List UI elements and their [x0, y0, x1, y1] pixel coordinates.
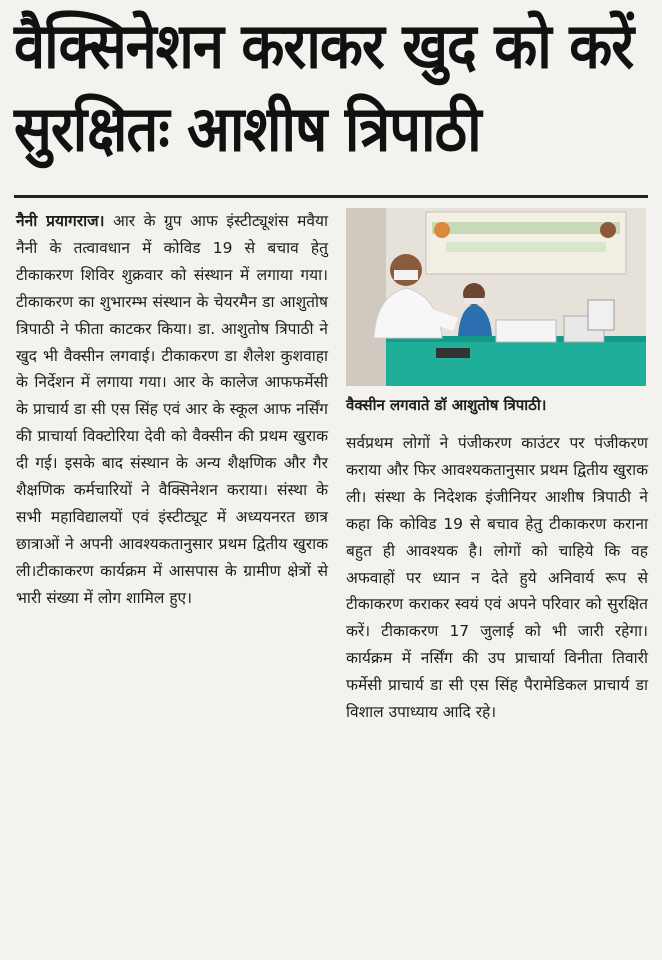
headline-divider	[14, 195, 648, 198]
article-paragraph	[16, 208, 328, 612]
article-column-right	[346, 430, 648, 726]
right-body-text: सर्वप्रथम लोगों ने पंजीकरण काउंटर पर पंजीकरण कराया और फिर आवश्यकतानुसार प्रथम द्वितीय खुराक ली। संस्था के निदेशक इंजीनियर आशीष त्रिपाठी ने कहा कि कोविड 19 से बचाव हेतु टीकाकरण कराना बहुत ही आवश्यक है। लोगों को चाहिये कि वह अफवाहों पर ध्यान न देते हुये अनिवार्य रूप से टीकाकरण कराकर स्वयं एवं अपने परिवार को सुरक्षित करें। टीकाकरण 17 जुलाई को भी जारी रहेगा। कार्यक्रम में नर्सिंग की उप प्राचार्या विनीता तिवारी फर्मेसी प्राचार्य डा सी एस सिंह पैरामेडिकल प्राचार्य डा विशाल उपाध्याय आदि रहे।	[346, 434, 648, 722]
photo-caption: वैक्सीन लगवाते डॉ आशुतोष त्रिपाठी।	[346, 396, 547, 414]
left-body-text: आर के ग्रुप आफ इंस्टीट्यूशंस मवैया नैनी के तत्वावधान में कोविड 19 से बचाव हेतु टीकाकरण शिविर शुक्रवार को संस्थान में लगाया गया। टीकाकरण का शुभारम्भ संस्थान के चेयरमैन डा आशुतोष त्रिपाठी ने फीता काटकर किया। डा. आशुतोष त्रिपाठी ने खुद भी वैक्सीन लगवाई। टीकाकरण डा शैलेश कुशवाहा के निर्देशन में लगाया गया। आर के कालेज आफफर्मेसी के प्राचार्य डा सी एस सिंह एवं आर के स्कूल आफ नर्सिंग की प्राचार्या विक्टोरिया देवी को वैक्सीन की प्रथम खुराक दी गई। इसके बाद संस्थान के अन्य शैक्षणिक और गैर शैक्षणिक कर्मचारियों ने वैक्सिनेशन कराया। संस्था के सभी महाविद्यालयों एवं इंस्टीट्यूट में अध्ययनरत छात्र छात्राओं ने अपनी आवश्यकतानुसार प्रथम द्वितीय खुराक ली।टीकाकरण कार्यक्रम में आसपास के ग्रामीण क्षेत्रों से भारी संख्या में लोग शामिल हुए।	[16, 212, 328, 607]
article-column-left	[16, 208, 328, 612]
headline: वैक्सिनेशन कराकर खुद को करें सुरक्षितः आशीष त्रिपाठी	[14, 10, 634, 167]
vaccination-photo-illustration	[346, 208, 646, 386]
vaccination-photo	[346, 208, 646, 386]
dateline: नैनी प्रयागराज।	[16, 212, 105, 230]
